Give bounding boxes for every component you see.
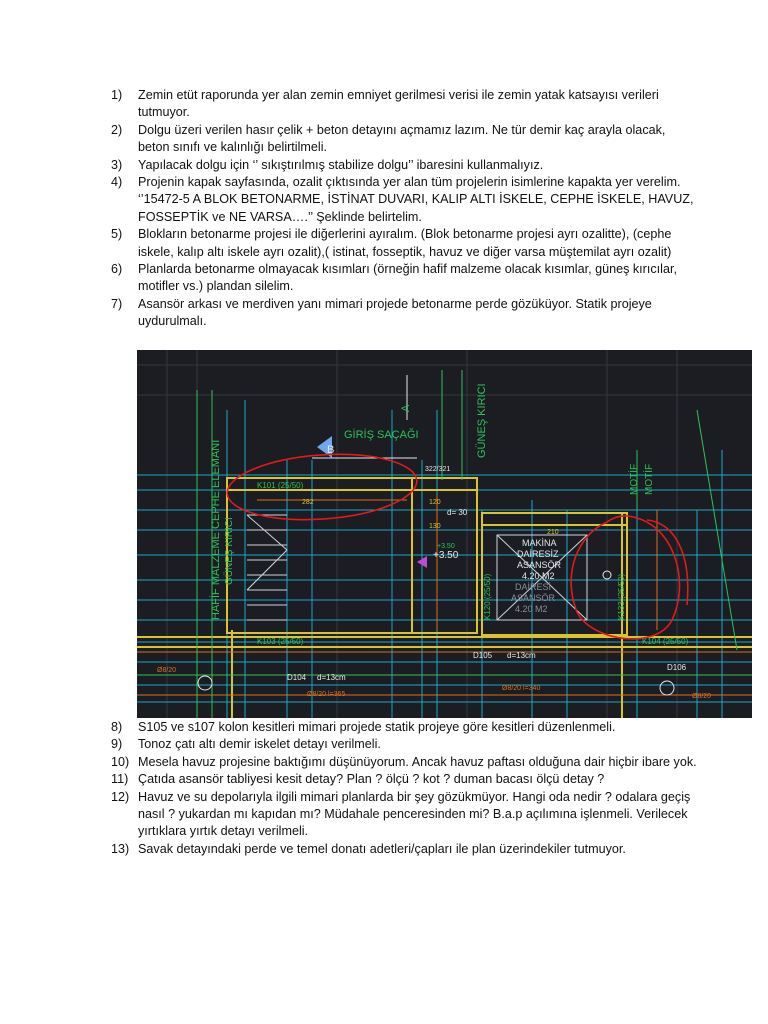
label-d13: d=13cm — [507, 651, 536, 660]
list-item-text: Dolgu üzeri verilen hasır çelik + beton detayını açmamız lazım. Ne tür demir kaç arayla olacak, beton sınıfı ve kalınlığı belirtilmeli. — [138, 122, 666, 155]
label-slab-3: Ø8/20 — [157, 667, 177, 674]
list-item-number: 1) — [111, 88, 123, 102]
label-d104: D104 — [287, 673, 307, 682]
list-item — [0, 841, 768, 858]
list-item-number: 2) — [111, 122, 123, 137]
label-area-1: 4.20 M2 — [522, 571, 555, 581]
list-item-number: 7) — [111, 296, 123, 311]
label-slab-1: Ø8/20 l=365 — [307, 691, 346, 698]
label-gunes-kirici-left: GÜNEŞ KIRICI — [224, 517, 235, 585]
list-item — [0, 157, 768, 174]
label-k101: K101 (25/50) — [257, 481, 304, 490]
label-k120: K120 (25/50) — [483, 573, 492, 620]
list-item-number: 9) — [111, 737, 123, 752]
issue-list-top — [0, 87, 768, 331]
list-item-number: 11) — [111, 772, 129, 787]
list-item-number: 3) — [111, 157, 123, 172]
list-item — [0, 87, 768, 122]
list-item — [0, 174, 768, 226]
list-item-text: S105 ve s107 kolon kesitleri mimari projede statik projeye göre kesitleri düzenlenmeli. — [138, 720, 616, 734]
list-item-text: Mesela havuz projesine baktığımı düşünüyorum. Ancak havuz paftası olduğuna dair hiçbir ibare yok. — [138, 754, 697, 769]
cad-drawing-screenshot — [137, 350, 752, 718]
label-section: 322/321 — [425, 466, 451, 473]
list-item — [0, 754, 768, 771]
label-k133: K133 (25/50) — [617, 573, 626, 620]
label-motif: MOTİF — [629, 463, 640, 495]
label-dim-120: 120 — [429, 499, 441, 506]
list-item-number: 5) — [111, 227, 123, 242]
label-dim-282: 282 — [302, 499, 314, 506]
list-item — [0, 736, 768, 753]
list-item — [0, 226, 768, 261]
list-item-number: 12) — [111, 789, 130, 804]
label-dim-210: 210 — [547, 529, 559, 536]
label-dairesiz: DAİRESİZ — [517, 549, 559, 559]
label-asansor: ASANSÖR — [517, 560, 562, 570]
list-item-text: Blokların betonarme projesi ile diğerlerini ayıralım. (Blok betonarme projesi ayrı ozalitte), (cephe iskele, kalıp altı iskele ayrı ozalit),( istinat, fosseptik, havuz ve diğer varsa müştemilat ayrı ozalit) — [138, 227, 672, 259]
label-b: B — [327, 444, 335, 456]
list-item-text: Zemin etüt raporunda yer alan zemin emniyet gerilmesi verisi ile zemin yatak katsayısı verileri tutmuyor. — [138, 88, 659, 120]
list-item-number: 10) — [111, 754, 130, 769]
label-k103: K103 (25/50) — [257, 637, 304, 646]
label-a: A — [400, 404, 412, 412]
label-hafif-malzeme: HAFİF MALZEME CEPHE ELEMANI — [210, 439, 222, 620]
list-item-text: Havuz ve su depolarıyla ilgili mimari planlarda bir şey gözükmüyor. Hangi oda nedir ? odalara geçiş nasıl ? yukardan mı kapıdan mı? Müdahale penceresinden mi? B.a.p açılımına işlenmeli. Verilecek yırtıklara yırtık detayı verilmeli. — [138, 789, 691, 839]
list-item-text: Çatıda asansör tabliyesi kesit detay? Plan ? ölçü ? kot ? duman bacası ölçü detay ? — [138, 772, 605, 787]
label-gunes-kirici: GÜNEŞ KIRICI — [476, 383, 488, 458]
list-item-text: Asansör arkası ve merdiven yanı mimari projede betonarme perde gözüküyor. Statik projeye uydurulmalı. — [138, 296, 652, 329]
cad-plan — [137, 350, 752, 718]
list-item — [0, 771, 768, 788]
label-area-2: 4.20 M2 — [515, 604, 548, 614]
list-item — [0, 789, 768, 841]
list-item-text: Projenin kapak sayfasında, ozalit çıktısında yer alan tüm projelerin isimlerine kapakta yer verelim. ‘’15472-5 A BLOK BETONARME, İSTİNAT DUVARI, KALIP ALTI İSKELE, CEPHE İSKELE, HAVUZ, FOSSEPTİK ve NE VARSA….’’ Şeklinde belirtelim. — [138, 175, 694, 224]
label-giris-sacagi: GİRİŞ SAÇAĞI — [344, 429, 419, 441]
list-item-text: Savak detayındaki perde ve temel donatı adetleri/çapları ile plan üzerindekiler tutmuyor. — [138, 841, 626, 856]
list-item-number: 13) — [111, 841, 130, 856]
label-d105: D105 — [473, 651, 493, 660]
list-item-number: 4) — [111, 175, 123, 190]
label-d30: d= 30 — [447, 508, 468, 517]
list-item-text: Planlarda betonarme olmayacak kısımları (örneğin hafif malzeme olacak kısımlar, güneş kırıcılar, motifler vs.) plandan silelim. — [138, 262, 677, 294]
label-slab-4: Ø8/20 — [692, 693, 712, 700]
list-item-number: 8) — [111, 720, 123, 734]
label-k104: K104 (25/50) — [642, 637, 689, 646]
list-item — [0, 122, 768, 157]
label-d13-b: d=13cm — [317, 673, 346, 682]
label-elev: +3.50 — [433, 550, 459, 561]
list-item — [0, 261, 768, 296]
list-item-text: Tonoz çatı altı demir iskelet detayı verilmeli. — [138, 737, 381, 752]
label-dairesi: DAİRESİ — [515, 582, 552, 592]
label-motif-2: MOTİF — [644, 463, 655, 495]
label-makina: MAKİNA — [522, 538, 557, 548]
list-item — [0, 296, 768, 331]
list-item-number: 6) — [111, 262, 123, 277]
issue-list-bottom — [0, 719, 768, 858]
label-slab-2: Ø8/20 l=340 — [502, 685, 541, 692]
label-dim-130: 130 — [429, 523, 441, 530]
list-item — [0, 719, 768, 736]
label-asansor-2: ASANSÖR — [511, 593, 556, 603]
label-d106: D106 — [667, 663, 687, 672]
label-elev-2: +3.50 — [437, 543, 455, 550]
list-item-text: Yapılacak dolgu için ‘’ sıkıştırılmış stabilize dolgu’’ ibaresini kullanmalıyız. — [138, 157, 544, 172]
